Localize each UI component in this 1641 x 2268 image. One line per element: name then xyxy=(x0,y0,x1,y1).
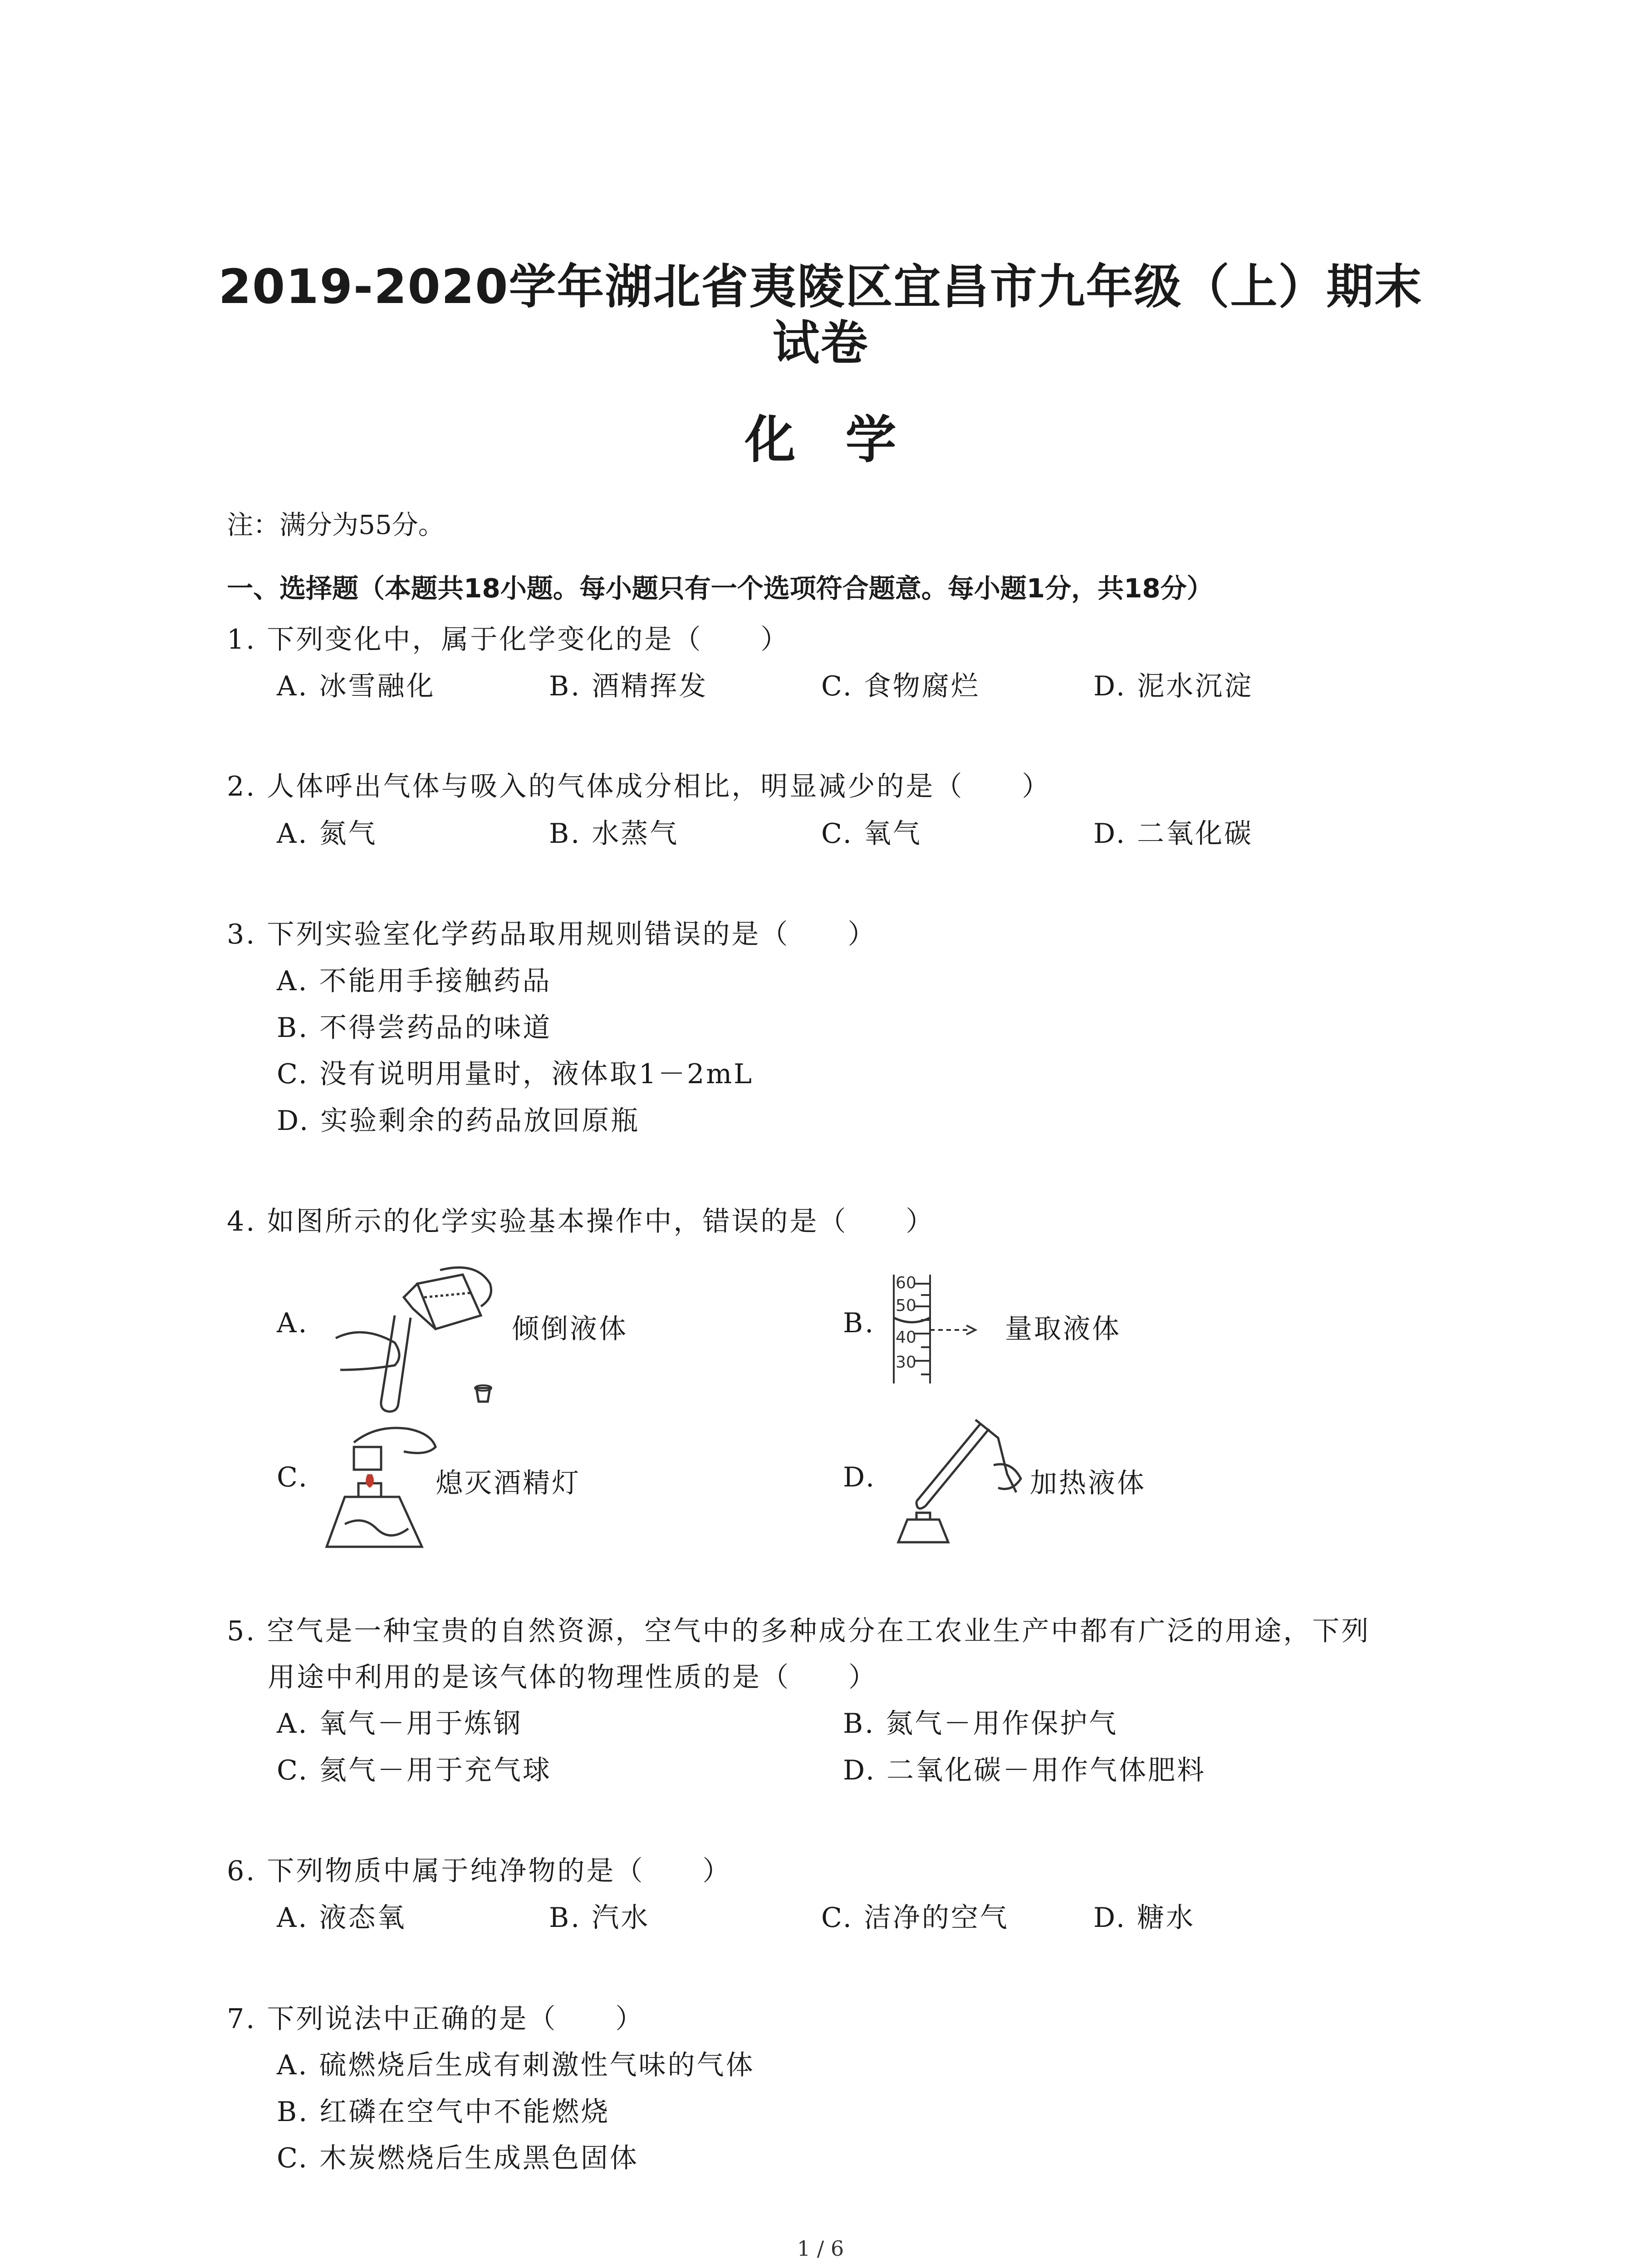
question-5-stem-line1: 5. 空气是一种宝贵的自然资源，空气中的多种成分在工农业生产中都有广泛的用途，下列 xyxy=(227,1615,1371,1647)
q6-option-d: D. 糖水 xyxy=(1093,1902,1195,1934)
subject-title: 化学 xyxy=(745,411,946,469)
question-6-stem: 6. 下列物质中属于纯净物的是（ ） xyxy=(227,1855,732,1887)
question-2-stem: 2. 人体呼出气体与吸入的气体成分相比，明显减少的是（ ） xyxy=(227,771,1051,802)
pouring-liquid-illustration xyxy=(327,1266,517,1415)
q4-option-b: B. xyxy=(843,1307,876,1339)
question-5-stem-line2: 用途中利用的是该气体的物理性质的是（ ） xyxy=(268,1662,877,1693)
heating-liquid-illustration xyxy=(889,1411,1025,1547)
q4-caption-c: 熄灭酒精灯 xyxy=(436,1467,581,1499)
q5-option-d: D. 二氧化碳－用作气体肥料 xyxy=(843,1755,1206,1786)
q4-option-a: A. xyxy=(277,1307,309,1339)
scale-label-50: 50 xyxy=(896,1296,916,1315)
alcohol-lamp-illustration xyxy=(318,1411,445,1551)
q4-caption-d: 加热液体 xyxy=(1030,1467,1146,1499)
q5-option-b: B. 氮气－用作保护气 xyxy=(843,1708,1118,1740)
q2-option-d: D. 二氧化碳 xyxy=(1093,818,1254,850)
q1-option-b: B. 酒精挥发 xyxy=(549,670,708,702)
scale-label-60: 60 xyxy=(896,1274,916,1292)
q3-option-d: D. 实验剩余的药品放回原瓶 xyxy=(277,1105,640,1137)
q3-option-c: C. 没有说明用量时，液体取1－2mL xyxy=(277,1058,754,1090)
question-4-stem: 4. 如图所示的化学实验基本操作中，错误的是（ ） xyxy=(227,1206,935,1237)
q5-option-c: C. 氦气－用于充气球 xyxy=(277,1755,552,1786)
graduated-cylinder-illustration xyxy=(889,1275,994,1388)
q1-option-c: C. 食物腐烂 xyxy=(821,670,980,702)
q1-option-d: D. 泥水沉淀 xyxy=(1093,670,1254,702)
exam-title-line1: 2019-2020学年湖北省夷陵区宜昌市九年级（上）期末 xyxy=(218,259,1423,314)
q7-option-a: A. 硫燃烧后生成有刺激性气味的气体 xyxy=(277,2049,755,2081)
q3-option-b: B. 不得尝药品的味道 xyxy=(277,1012,552,1044)
q6-option-a: A. 液态氧 xyxy=(277,1902,407,1934)
question-1-stem: 1. 下列变化中，属于化学变化的是（ ） xyxy=(227,624,790,655)
q7-option-b: B. 红磷在空气中不能燃烧 xyxy=(277,2096,610,2128)
scale-label-30: 30 xyxy=(896,1353,916,1372)
q6-option-c: C. 洁净的空气 xyxy=(821,1902,1009,1934)
q4-option-c: C. xyxy=(277,1461,309,1493)
q3-option-a: A. 不能用手接触药品 xyxy=(277,965,552,997)
q2-option-b: B. 水蒸气 xyxy=(549,818,679,850)
q6-option-b: B. 汽水 xyxy=(549,1902,650,1934)
q1-option-a: A. 冰雪融化 xyxy=(277,670,436,702)
q4-caption-b: 量取液体 xyxy=(1005,1313,1121,1345)
question-7-stem: 7. 下列说法中正确的是（ ） xyxy=(227,2003,645,2035)
question-3-stem: 3. 下列实验室化学药品取用规则错误的是（ ） xyxy=(227,919,877,950)
q4-caption-a: 倾倒液体 xyxy=(512,1313,628,1345)
section-heading: 一、选择题（本题共18小题。每小题只有一个选项符合题意。每小题1分，共18分） xyxy=(227,573,1213,604)
q2-option-c: C. 氧气 xyxy=(821,818,922,850)
score-note: 注：满分为55分。 xyxy=(227,509,445,540)
q4-option-d: D. xyxy=(843,1461,877,1493)
q5-option-a: A. 氧气－用于炼钢 xyxy=(277,1708,523,1740)
q7-option-c: C. 木炭燃烧后生成黑色固体 xyxy=(277,2142,639,2174)
q2-option-a: A. 氮气 xyxy=(277,818,377,850)
scale-label-40: 40 xyxy=(896,1328,916,1347)
exam-title-line2: 试卷 xyxy=(772,315,869,371)
page-number: 1 / 6 xyxy=(797,2236,844,2261)
